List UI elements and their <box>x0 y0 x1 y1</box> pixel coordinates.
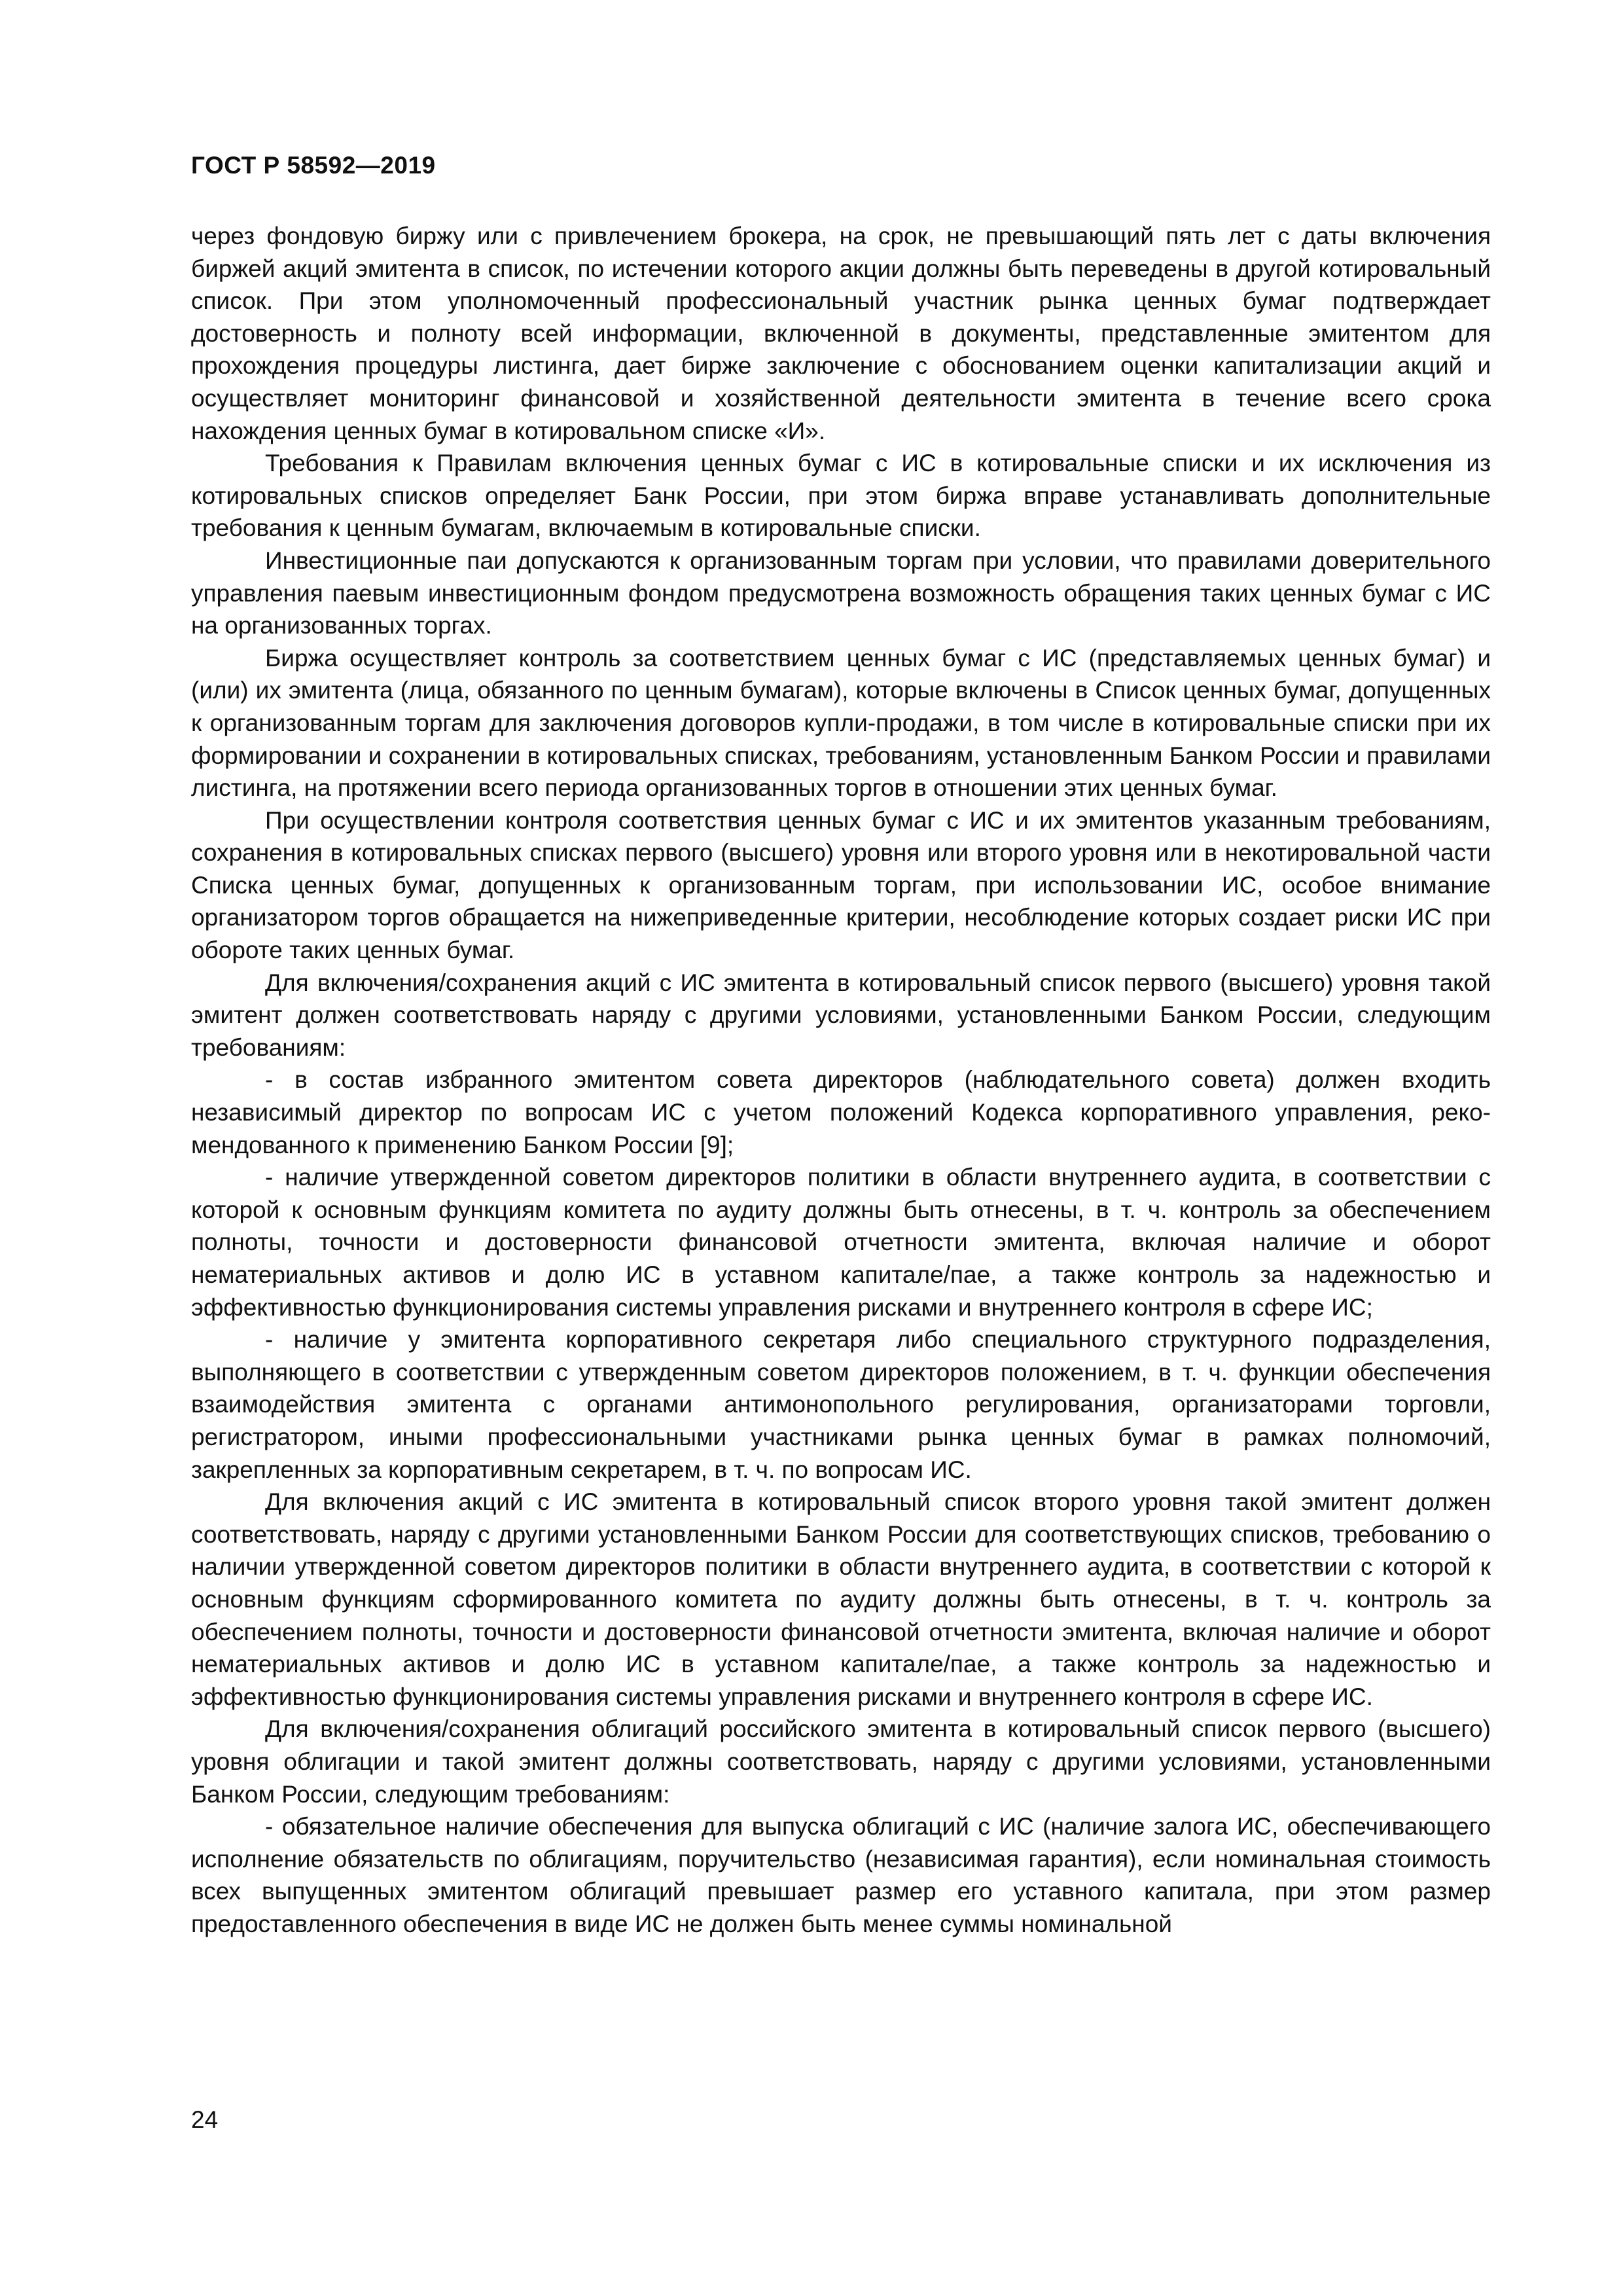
paragraph: При осуществлении контроля соответствия ценных бумаг с ИС и их эмитентов указанным требованиям, сохранения в котировальных списках первого (высшего) уровня или второго уровня или в некотировальной части Списка ценных бумаг, допущенных к организованным торгам, при использовании ИС, особое внимание организатором торгов обращается на нижеприведенные критерии, несоблюдение которых создает риски ИС при обороте таких ценных бумаг. <box>191 806 1491 964</box>
paragraph: Для включения акций с ИС эмитента в котировальный список второго уровня такой эмитент должен соответствовать, наряду с другими установленными Банком России для соответствующих списков, требованию о наличии утвержденной советом директоров политики в области внутреннего аудита, в соответствии с которой к основным функциям сформированного комитета по аудиту должны быть отнесены, в т. ч. контроль за обеспечением полноты, точности и достоверности финансовой отчетности эмитента, включая наличие и оборот нематериальных активов и долю ИС в уставном капитале/пае, а также контроль за надежностью и эффективностью функционирования системы управления рисками и внутреннего контроля в сфере ИС. <box>191 1488 1491 1710</box>
paragraph: Требования к Правилам включения ценных бумаг с ИС в котировальные списки и их исключения из котировальных списков определяет Банк России, при этом биржа вправе устанавливать дополнительные требования к ценным бумагам, включаемым в котировальные списки. <box>191 450 1491 542</box>
document-body <box>191 220 1491 2102</box>
list-item-paragraph: - в состав избранного эмитентом совета директоров (наблюдательного совета) должен входить независимый директор по вопросам ИС с учетом положений Кодекса корпоративного управления, рекомендованного к применению Банком России [9]; <box>191 1066 1491 1158</box>
paragraph-continuation: через фондовую биржу или с привлечением брокера, на срок, не превышающий пять лет с даты включения биржей акций эмитента в список, по истечении которого акции должны быть переведены в другой котировальный список. При этом уполномоченный профессиональный участник рынка ценных бумаг подтверждает достоверность и полноту всей информации, включенной в документы, представленные эмитентом для прохождения процедуры листинга, дает бирже заключение с обоснованием оценки капитализации акций и осуществляет мониторинг финансовой и хозяйственной деятельности эмитента в течение всего срока нахождения ценных бумаг в котировальном списке «И». <box>191 223 1491 444</box>
paragraph: Для включения/сохранения акций с ИС эмитента в котировальный список первого (высшего) уровня такой эмитент должен соответствовать наряду с другими условиями, установленными Банком России, следующим требованиям: <box>191 969 1491 1061</box>
list-item-paragraph: - обязательное наличие обеспечения для выпуска облигаций с ИС (наличие залога ИС, обеспечивающего исполнение обязательств по облигациям, поручительство (независимая гарантия), если номинальная стоимость всех выпущенных эмитентом облигаций превышает размер его уставного капитала, при этом размер предоставленного обеспечения в виде ИС не должен быть менее суммы номинальной <box>191 1813 1491 1937</box>
document-code-header: ГОСТ Р 58592—2019 <box>191 152 436 179</box>
paragraph: Инвестиционные паи допускаются к организованным торгам при условии, что правилами доверительного управления паевым инвестиционным фондом предусмотрена возможность обращения таких ценных бумаг с ИС на организованных торгах. <box>191 547 1491 639</box>
page-number: 24 <box>191 2106 219 2133</box>
paragraph: Для включения/сохранения облигаций российского эмитента в котировальный список первого (высшего) уровня облигации и такой эмитент должны соответствовать, наряду с другими условиями, установленными Банком России, следующим требованиям: <box>191 1715 1491 1808</box>
list-item-paragraph: - наличие утвержденной советом директоров политики в области внутреннего аудита, в соответствии с которой к основным функциям комитета по аудиту должны быть отнесены, в т. ч. контроль за обеспечением полноты, точности и достоверности финансовой отчетности эмитента, включая наличие и оборот нематериальных активов и долю ИС в уставном капитале/пае, а также контроль за надежностью и эффективностью функционирования системы управления рисками и внутреннего контроля в сфере ИС; <box>191 1164 1491 1321</box>
paragraph: Биржа осуществляет контроль за соответствием ценных бумаг с ИС (представляемых ценных бумаг) и (или) их эмитента (лица, обязанного по ценным бумагам), которые включены в Список ценных бумаг, допущенных к организованным торгам для заключения договоров купли-продажи, в том числе в котировальные списки при их формировании и сохранении в котировальных списках, требованиям, установленным Банком России и правилами листинга, на протяжении всего периода организованных торгов в отношении этих ценных бумаг. <box>191 644 1491 802</box>
list-item-paragraph: - наличие у эмитента корпоративного секретаря либо специального структурного подразделения, выполняющего в соответствии с утвержденным советом директоров положением, в т. ч. функции обеспечения взаимодействия эмитента с органами антимонопольного регулирования, организаторами торговли, регистратором, иными профессиональными участниками рынка ценных бумаг в рамках полномочий, закрепленных за корпоративным секретарем, в т. ч. по вопросам ИС. <box>191 1326 1491 1483</box>
